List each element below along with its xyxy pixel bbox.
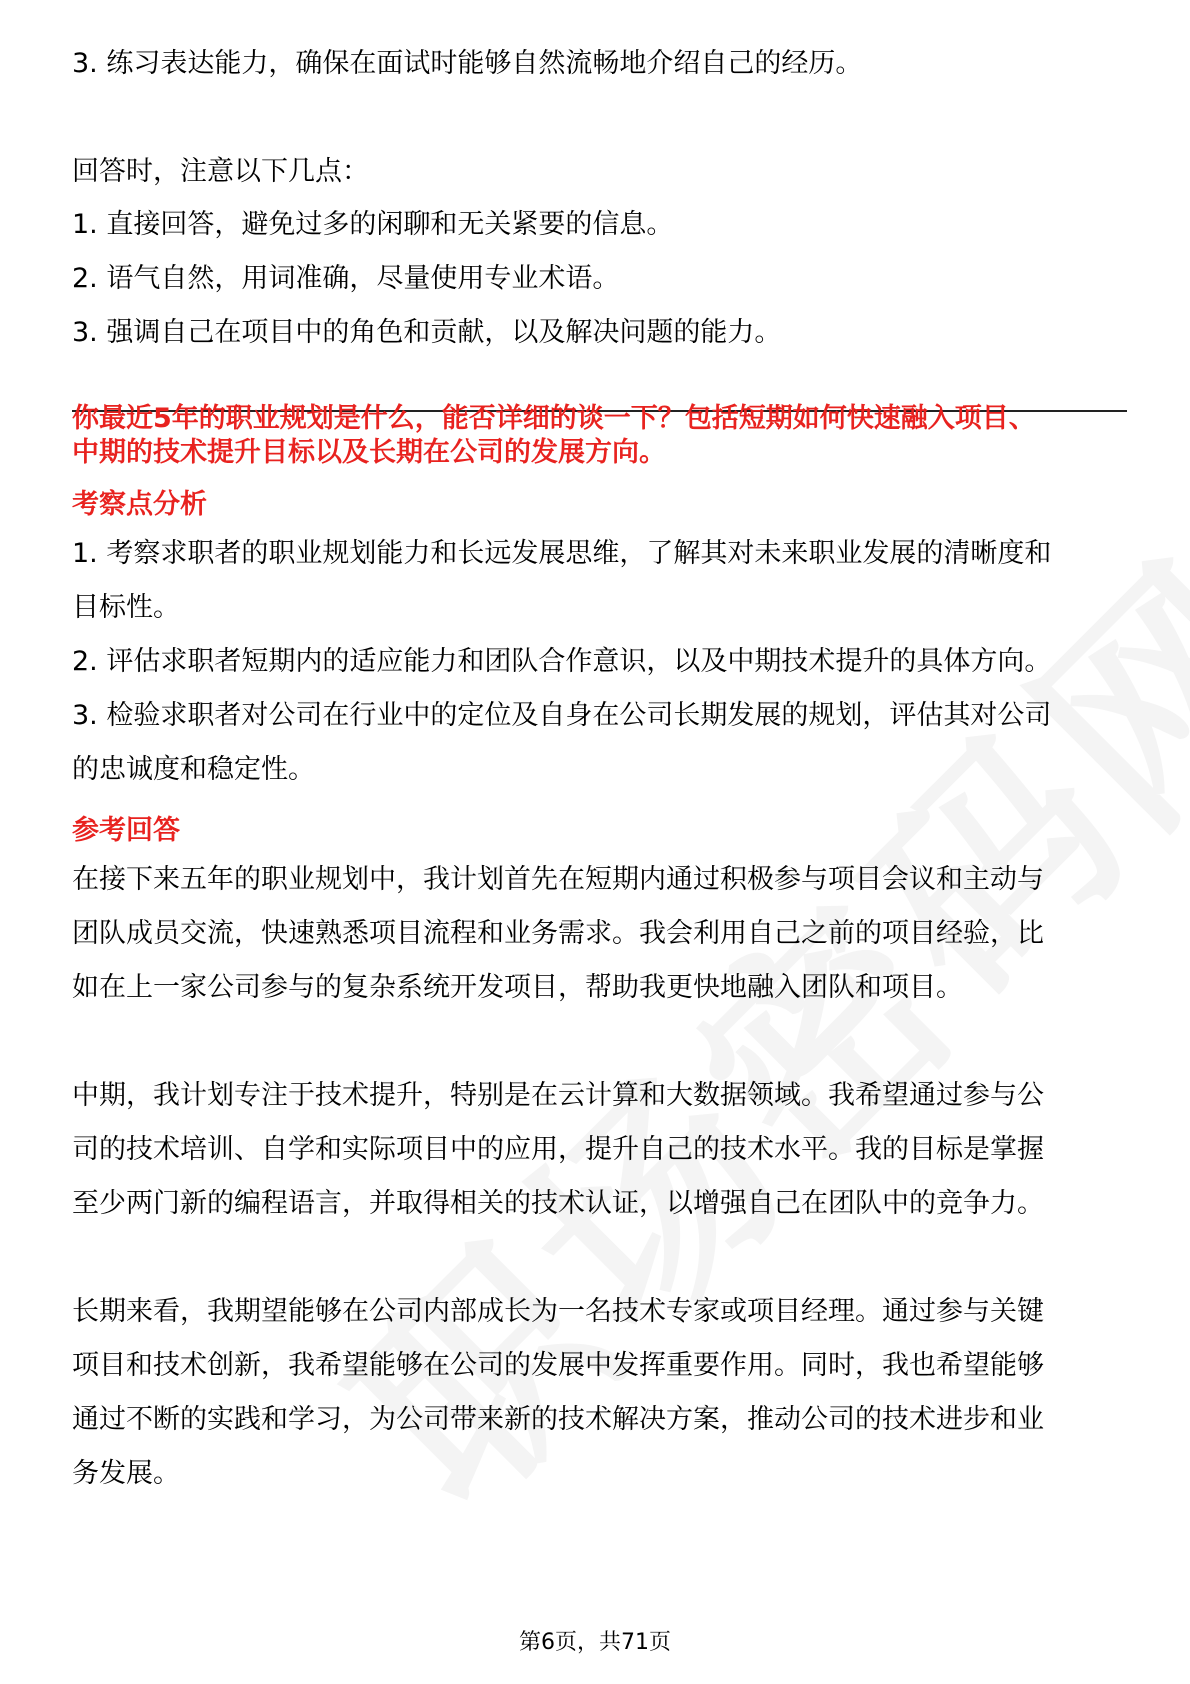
answer-paragraph-1: 团队成员交流，快速熟悉项目流程和业务需求。我会利用自己之前的项目经验，比 (72, 918, 1044, 949)
notes-item: 2. 语气自然，用词准确，尽量使用专业术语。 (72, 263, 620, 294)
page-number: 第6页，共71页 (519, 1630, 671, 1655)
answer-paragraph-2: 至少两门新的编程语言，并取得相关的技术认证，以增强自己在团队中的竞争力。 (72, 1188, 1044, 1219)
intro-item-3: 3. 练习表达能力，确保在面试时能够自然流畅地介绍自己的经历。 (72, 48, 863, 79)
question-title: 中期的技术提升目标以及长期在公司的发展方向。 (72, 437, 666, 468)
notes-item: 1. 直接回答，避免过多的闲聊和无关紧要的信息。 (72, 209, 674, 240)
analysis-heading: 考察点分析 (72, 489, 207, 520)
notes-item: 3. 强调自己在项目中的角色和贡献，以及解决问题的能力。 (72, 317, 782, 348)
answer-paragraph-2: 中期，我计划专注于技术提升，特别是在云计算和大数据领域。我希望通过参与公 (72, 1080, 1044, 1111)
notes-heading: 回答时，注意以下几点： (72, 156, 369, 187)
answer-paragraph-3: 通过不断的实践和学习，为公司带来新的技术解决方案，推动公司的技术进步和业 (72, 1404, 1044, 1435)
question-title: 你最近5年的职业规划是什么，能否详细的谈一下？包括短期如何快速融入项目、 (72, 403, 1036, 434)
answer-paragraph-3: 务发展。 (72, 1458, 180, 1489)
analysis-line: 3. 检验求职者对公司在行业中的定位及自身在公司长期发展的规划，评估其对公司 (72, 700, 1052, 731)
analysis-line: 2. 评估求职者短期内的适应能力和团队合作意识，以及中期技术提升的具体方向。 (72, 646, 1052, 677)
answer-paragraph-3: 长期来看，我期望能够在公司内部成长为一名技术专家或项目经理。通过参与关键 (72, 1296, 1044, 1327)
answer-paragraph-2: 司的技术培训、自学和实际项目中的应用，提升自己的技术水平。我的目标是掌握 (72, 1134, 1044, 1165)
analysis-line: 1. 考察求职者的职业规划能力和长远发展思维，了解其对未来职业发展的清晰度和 (72, 538, 1052, 569)
watermark (324, 529, 1190, 1540)
answer-paragraph-1: 如在上一家公司参与的复杂系统开发项目，帮助我更快地融入团队和项目。 (72, 972, 963, 1003)
answer-paragraph-3: 项目和技术创新，我希望能够在公司的发展中发挥重要作用。同时，我也希望能够 (72, 1350, 1044, 1381)
analysis-line: 目标性。 (72, 592, 180, 623)
analysis-line: 的忠诚度和稳定性。 (72, 754, 315, 785)
answer-paragraph-1: 在接下来五年的职业规划中，我计划首先在短期内通过积极参与项目会议和主动与 (72, 864, 1044, 895)
answer-heading: 参考回答 (72, 815, 180, 846)
